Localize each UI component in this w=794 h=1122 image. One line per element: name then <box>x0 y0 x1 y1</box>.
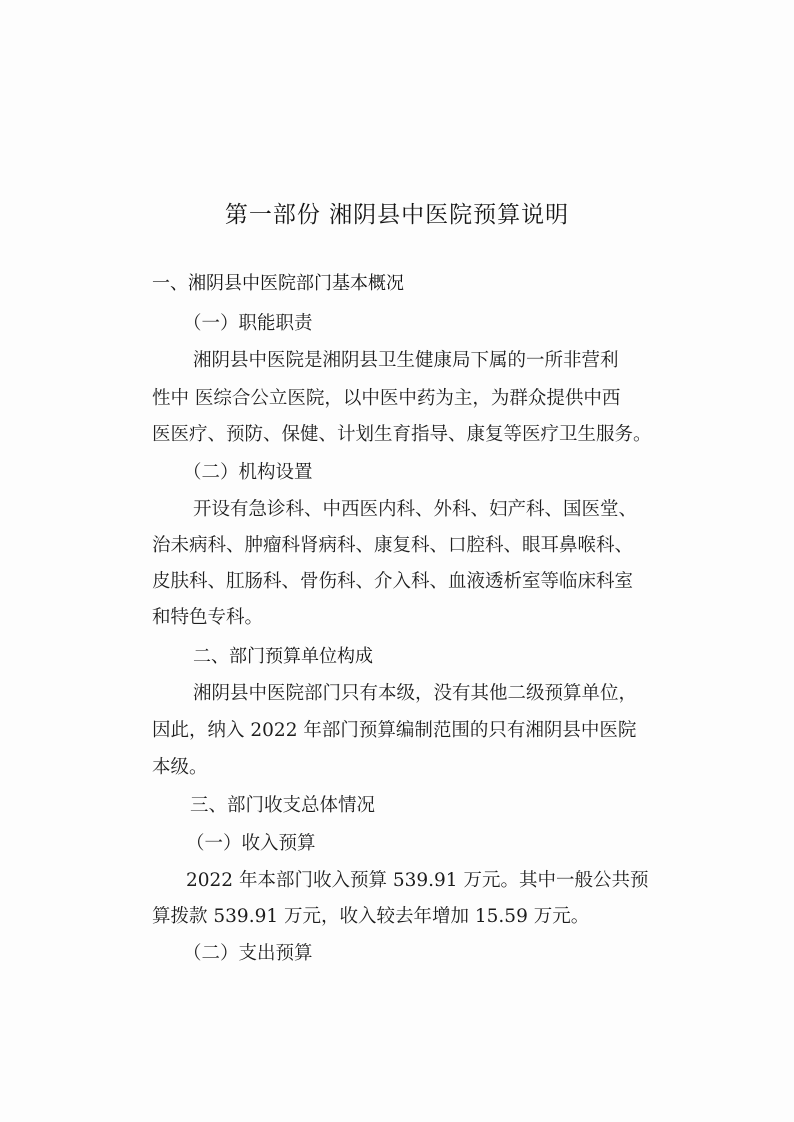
paragraph-line: 因此，纳入 2022 年部门预算编制范围的只有湘阴县中医院 <box>152 720 637 741</box>
section-heading-overview: 一、湘阴县中医院部门基本概况 <box>152 273 404 294</box>
section-heading-units: 二、部门预算单位构成 <box>193 646 373 667</box>
section-heading-budget: 三、部门收支总体情况 <box>190 795 376 816</box>
subsection-heading-duties: （一）职能职责 <box>183 313 313 334</box>
paragraph-line: 皮肤科、肛肠科、骨伤科、介入科、血液透析室等临床科室 <box>152 571 634 592</box>
paragraph-line: 和特色专科。 <box>152 607 264 628</box>
subsection-heading-income: （一）收入预算 <box>186 833 316 854</box>
paragraph-line: 医医疗、预防、保健、计划生育指导、康复等医疗卫生服务。 <box>152 424 652 445</box>
paragraph-line: 湘阴县中医院部门只有本级，没有其他二级预算单位， <box>193 683 638 704</box>
page-title: 第一部份 湘阴县中医院预算说明 <box>224 202 570 228</box>
subsection-heading-expense: （二）支出预算 <box>183 943 313 964</box>
paragraph-line: 2022 年本部门收入预算 539.91 万元。其中一般公共预 <box>186 870 649 891</box>
paragraph-line: 性中 医综合公立医院，以中医中药为主，为群众提供中西 <box>152 388 621 409</box>
paragraph-line: 治未病科、肿瘤科肾病科、康复科、口腔科、眼耳鼻喉科、 <box>152 535 634 556</box>
paragraph-line: 本级。 <box>152 757 208 778</box>
paragraph-line: 开设有急诊科、中西医内科、外科、妇产科、国医堂、 <box>193 499 638 520</box>
paragraph-line: 算拨款 539.91 万元，收入较去年增加 15.59 万元。 <box>152 906 590 927</box>
paragraph-line: 湘阴县中医院是湘阴县卫生健康局下属的一所非营利 <box>193 350 619 371</box>
subsection-heading-organization: （二）机构设置 <box>183 462 313 483</box>
